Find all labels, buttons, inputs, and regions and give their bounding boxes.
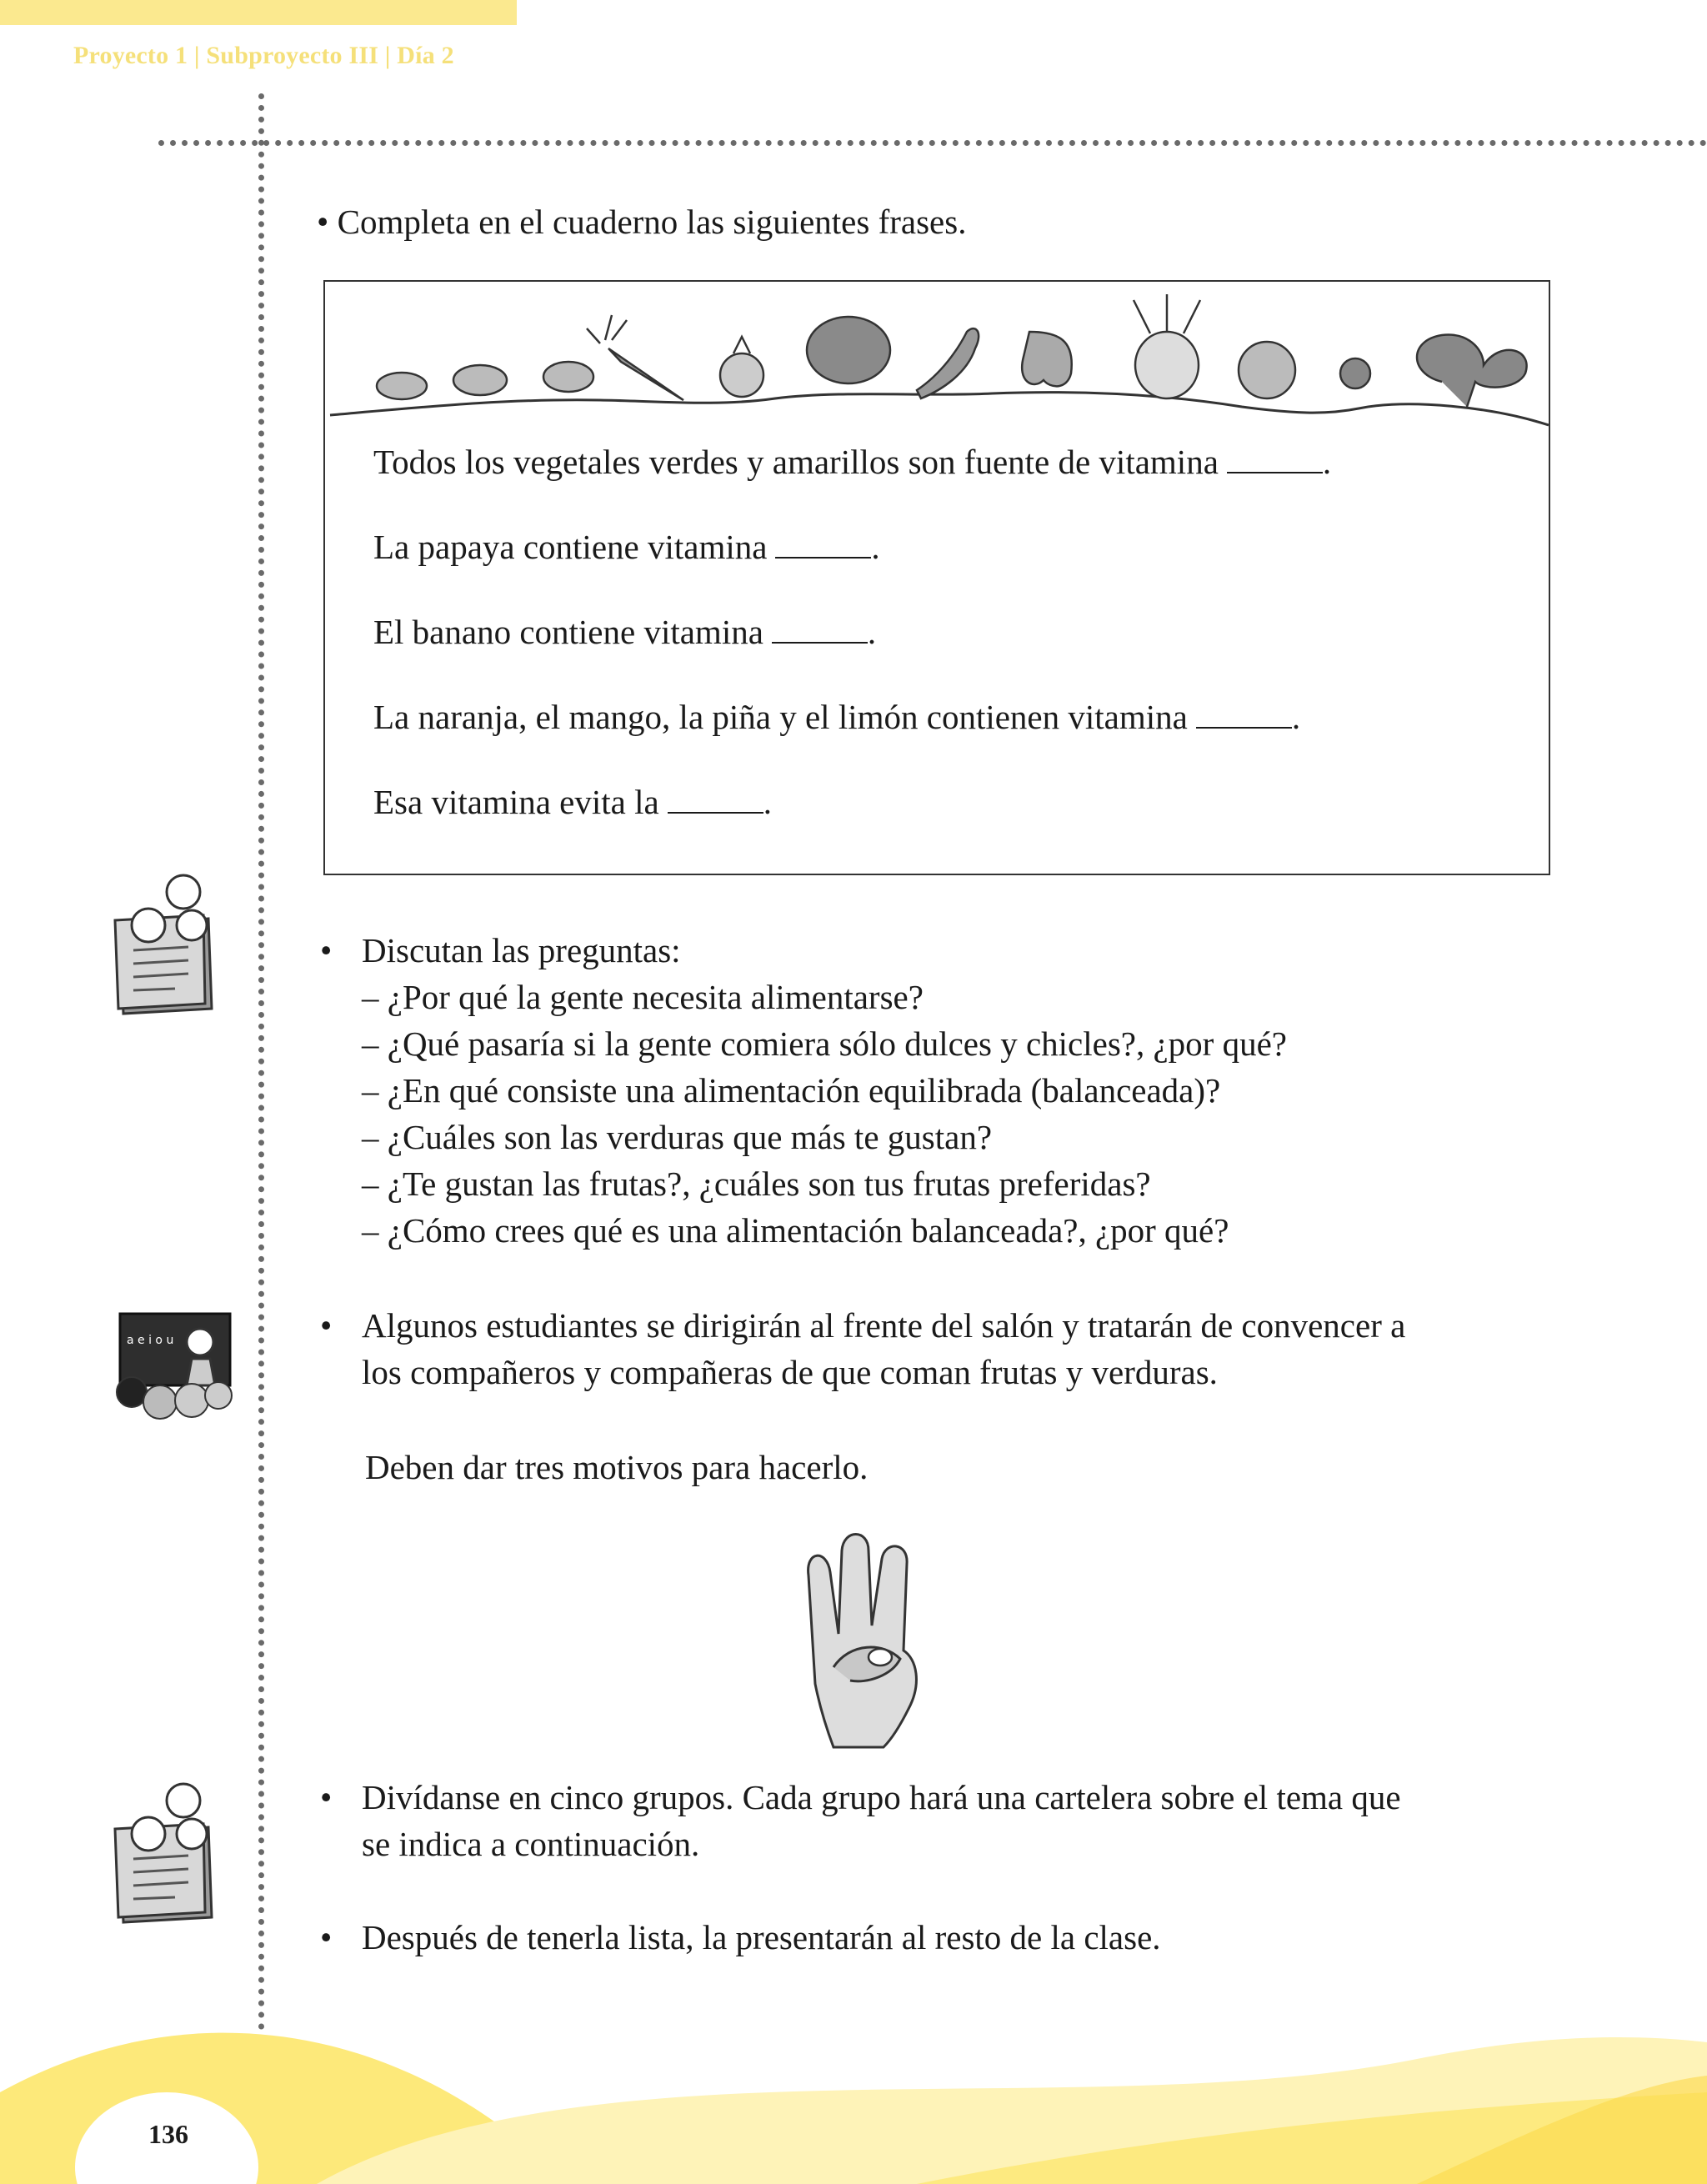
question-1: – ¿Por qué la gente necesita alimentarse?: [362, 978, 924, 1016]
bullet-5: •: [320, 1918, 333, 1956]
dotted-divider-vertical: [258, 93, 264, 2077]
sentence-2: [373, 523, 880, 570]
sentence-3-text: El banano contiene vitamina: [373, 613, 763, 651]
sentence-5-end: .: [763, 783, 772, 821]
groups-line-2: se indica a continuación.: [362, 1825, 700, 1863]
bullet-2: •: [320, 931, 333, 969]
groups-line-1: Divídanse en cinco grupos. Cada grupo hará una cartelera sobre el tema que: [362, 1778, 1401, 1816]
sentence-1-text: Todos los vegetales verdes y amarillos son fuente de vitamina: [373, 443, 1219, 481]
question-2: – ¿Qué pasaría si la gente comiera sólo dulces y chicles?, ¿por qué?: [362, 1024, 1287, 1063]
sentence-5-blank: [668, 787, 763, 814]
bullet-3: •: [320, 1306, 333, 1345]
sentence-4-end: .: [1291, 698, 1301, 736]
sentence-5: [373, 779, 772, 825]
footer-wave: [0, 1917, 1707, 2184]
page-number: 136: [148, 2119, 188, 2149]
sentence-5-text: Esa vitamina evita la: [373, 783, 659, 821]
three-fingers-hand-icon: [792, 1525, 942, 1751]
vegetables-illustration: [325, 282, 1549, 432]
sentence-1-end: .: [1322, 443, 1332, 481]
groups-line-3: Después de tenerla lista, la presentarán al resto de la clase.: [362, 1918, 1161, 1956]
students-line-1: Algunos estudiantes se dirigirán al frente del salón y tratarán de convencer a: [362, 1306, 1406, 1345]
group-work-icon-2: [108, 1776, 233, 1926]
sentence-1: [373, 438, 1331, 485]
sentence-3-end: .: [867, 613, 877, 651]
question-6: – ¿Cómo crees qué es una alimentación balanceada?, ¿por qué?: [362, 1211, 1229, 1250]
header-title: Proyecto 1 | Subproyecto III | Día 2: [73, 42, 454, 69]
question-5: – ¿Te gustan las frutas?, ¿cuáles son tus frutas preferidas?: [362, 1165, 1151, 1203]
sentence-1-blank: [1227, 447, 1323, 473]
sentence-3-blank: [772, 617, 868, 644]
bullet-4: •: [320, 1778, 333, 1816]
sentence-2-text: La papaya contiene vitamina: [373, 528, 768, 566]
instruction-complete: • Completa en el cuaderno las siguientes frases.: [317, 203, 967, 241]
question-3: – ¿En qué consiste una alimentación equilibrada (balanceada)?: [362, 1071, 1221, 1110]
group-work-icon: [108, 867, 233, 1017]
dotted-divider-horizontal: [158, 140, 1707, 146]
sentence-2-end: .: [871, 528, 880, 566]
sentence-2-blank: [775, 532, 871, 559]
board-text: a e i o u: [127, 1334, 174, 1347]
students-line-3: Deben dar tres motivos para hacerlo.: [365, 1448, 869, 1486]
classroom-icon: [112, 1309, 237, 1425]
sentence-4-blank: [1196, 702, 1292, 729]
sentence-4-text: La naranja, el mango, la piña y el limón contienen vitamina: [373, 698, 1188, 736]
discuss-intro: Discutan las preguntas:: [362, 931, 681, 969]
header-bar: [0, 0, 517, 25]
question-4: – ¿Cuáles son las verduras que más te gustan?: [362, 1118, 993, 1156]
sentence-3: [373, 609, 876, 655]
students-line-2: los compañeros y compañeras de que coman frutas y verduras.: [362, 1353, 1218, 1391]
sentence-4: [373, 694, 1300, 740]
